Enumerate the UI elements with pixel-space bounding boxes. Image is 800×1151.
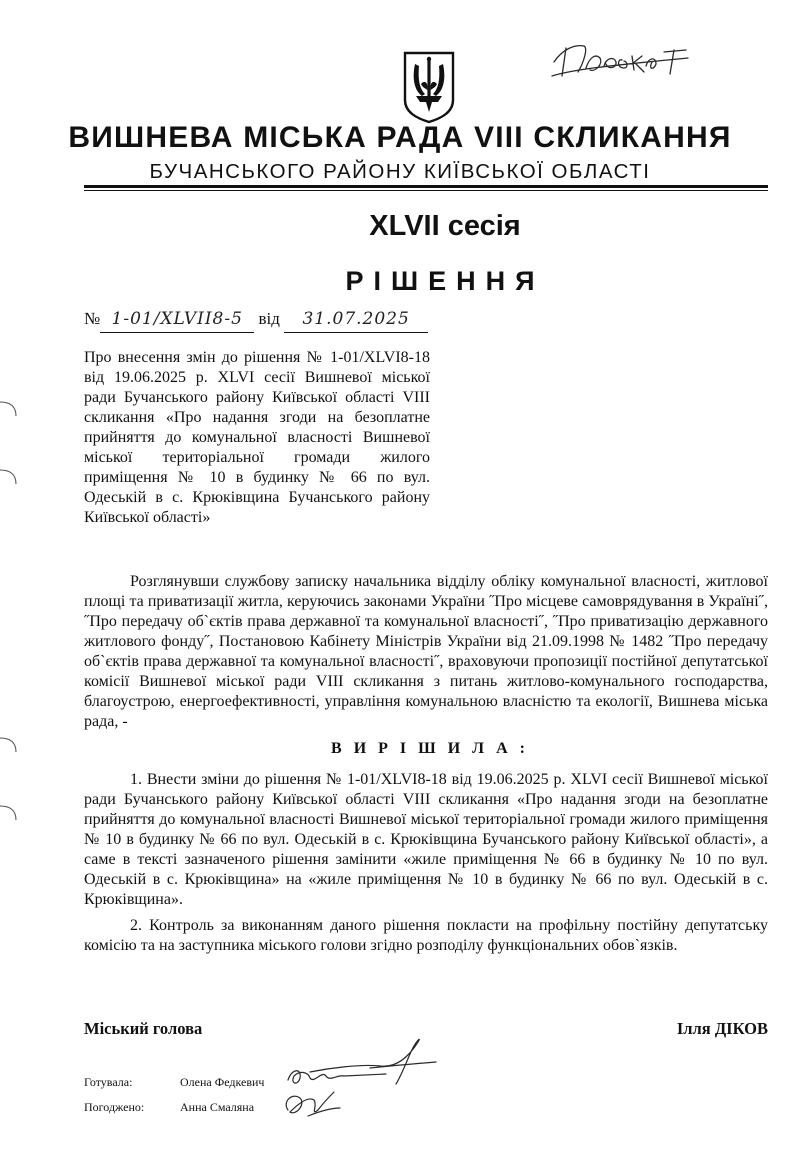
resolution-item-2: 2. Контроль за виконанням даного рішення покласти на профільну постійну депутатську комісію та на заступника міського голови згідно розподілу функціональних обов`язків. [84,917,768,954]
decision-date: 31.07.2025 [284,306,428,333]
date-prefix: від [258,309,280,328]
decision-number-line [84,306,428,333]
handwritten-draft-note [548,28,698,88]
prepared-by-label: Готувала: [84,1075,133,1089]
resolution-item-1: 1. Внести зміни до рішення № 1-01/XLVI8-18 від 19.06.2025 р. XLVI сесії Вишневої міської ради Бучанського району Київської області VIII скликання «Про надання згоди на безоплатне прийняття до комунальної власності Вишневої міської територіальної громади жилого приміщення № 10 в будинку № 66 по вул. Одеській в с. Крюківщина Бучанського району Київської області», а саме в тексті зазначеного рішення замінити «жиле приміщення № 66 в будинку № 10 по вул. Одеській в с. Крюківщина» на «жиле приміщення № 10 в будинку № 66 по вул. Одеській в с. Крюківщина». [84,771,768,908]
punch-hole-mark [0,466,20,488]
council-subtitle: БУЧАНСЬКОГО РАЙОНУ КИЇВСЬКОЇ ОБЛАСТІ [149,160,651,183]
decision-subject: Про внесення змін до рішення № 1-01/XLVI8-18 від 19.06.2025 р. XLVI сесії Вишневої міської ради Бучанського району Київської області VIII скликання «Про надання згоди на безоплатне прийняття до комунальної власності Вишневої міської територіальної громади жилого приміщення № 10 в будинку № 66 по вул. Одеській в с. Крюківщина Бучанського району Київської області» [84,349,430,526]
council-title: ВИШНЕВА МІСЬКА РАДА VIII СКЛИКАННЯ [68,121,732,154]
header-divider-thin [84,190,768,191]
agreed-by-name: Анна Смаляна [180,1100,255,1114]
session-title: XLVII сесія [369,210,521,242]
prepared-by-name: Олена Федкевич [180,1075,265,1089]
agreed-by-label: Погоджено: [84,1100,145,1114]
punch-hole-mark [0,802,20,824]
header-divider [84,185,768,188]
number-prefix: № [84,309,101,328]
decision-number: 1-01/XLVII8-5 [100,306,254,333]
punch-hole-mark [0,734,20,756]
mayor-position: Міський голова [84,1019,203,1038]
mayor-name: Ілля ДІКОВ [676,1019,768,1038]
coat-of-arms-icon [402,50,456,124]
punch-hole-mark [0,398,20,420]
agreed-by-signature [278,1086,348,1120]
decision-title: РІШЕННЯ [345,266,545,296]
preamble-paragraph: Розглянувши службову записку начальника відділу обліку комунальної власності, житлової площі та приватизації житла, керуючись законами України ˝Про місцеве самоврядування в Україні˝, ˝Про передачу об`єктів права державної та комунальної власності˝, ˝Про приватизацію державного житлового фонду˝, Постановою Кабінету Міністрів України від 21.09.1998 № 1482 ˝Про передачу об`єктів права державної та комунальної власності˝, враховуючи пропозиції постійної депутатської комісії Вишневої міської ради VIII скликання з питань житлово-комунального господарства, благоустрою, енергоефективності, управління комунальною власністю та екології, Вишнева міська рада, - [84,573,768,730]
resolved-heading: В И Р І Ш И Л А : [331,740,529,757]
